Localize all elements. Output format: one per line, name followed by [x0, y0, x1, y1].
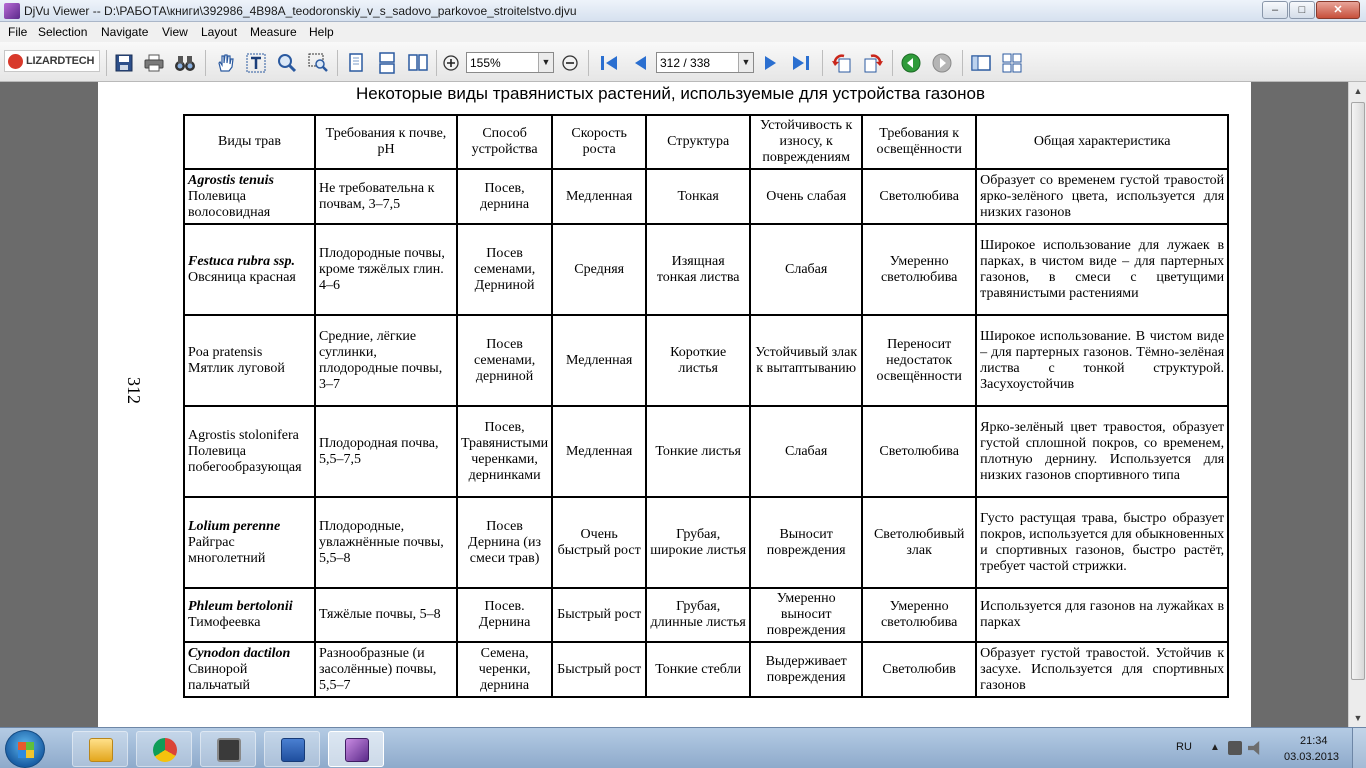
growth-cell: Медленная [552, 406, 646, 497]
light-cell: Светолюбива [862, 169, 976, 224]
latin-name: Agrostis tenuis [188, 172, 274, 188]
text-select-icon[interactable] [245, 52, 267, 74]
show-hidden-icons-icon[interactable]: ▲ [1210, 742, 1220, 753]
method-cell: Посев. Дернина [457, 588, 552, 642]
light-cell: Переносит недостаток освещённости [862, 315, 976, 406]
djvu-icon [345, 738, 369, 762]
method-cell: Посев семенами, Дерниной [457, 224, 552, 315]
taskbar-media[interactable] [200, 731, 256, 767]
window-title: DjVu Viewer -- D:\РАБОТА\книги\392986_4B98A_teodoronskiy_v_s_sadovo_parkovoe_stroitelstvo.djvu [24, 4, 577, 18]
general-cell: Ярко-зелёный цвет травостоя, образует густой сплошной покров, со временем, плотную дернину. Используется для низких газонов спортивного типа [976, 406, 1228, 497]
structure-cell: Грубая, длинные листья [646, 588, 750, 642]
word-icon [281, 738, 305, 762]
structure-cell: Тонкие листья [646, 406, 750, 497]
clock-date[interactable]: 03.03.2013 [1284, 751, 1340, 763]
soil-cell: Средние, лёгкие суглинки, плодородные почвы, 3–7 [315, 315, 457, 406]
last-page-icon[interactable] [790, 52, 812, 74]
method-cell: Посев Дернина (из смеси трав) [457, 497, 552, 588]
document-viewport[interactable] [0, 82, 1348, 727]
toolbar-separator [588, 50, 589, 76]
table-row [184, 315, 1228, 406]
growth-cell: Быстрый рост [552, 642, 646, 697]
table-row [184, 588, 1228, 642]
table-row [184, 224, 1228, 315]
species-cell: Agrostis stolonifera Полевица побегообразующая [184, 406, 315, 497]
table-heading: Некоторые виды травянистых растений, используемые для устройства газонов [356, 84, 985, 103]
growth-cell: Медленная [552, 315, 646, 406]
menu-navigate[interactable]: Navigate [101, 25, 149, 39]
method-cell: Посев, дернина [457, 169, 552, 224]
facing-page-icon[interactable] [407, 52, 429, 74]
general-cell: Широкое использование. В чистом виде – для партерных газонов. Тёмно-зелёная листва с тонкой структурой. Засухоустойчив [976, 315, 1228, 406]
wear-cell: Умеренно выносит повреждения [750, 588, 862, 642]
scroll-up-icon[interactable]: ▲ [1353, 86, 1363, 96]
chrome-icon [153, 738, 177, 762]
grass-table-wrapper [183, 114, 1229, 698]
taskbar-explorer[interactable] [72, 731, 128, 767]
windows-logo-lower-icon [18, 750, 34, 758]
growth-cell: Медленная [552, 169, 646, 224]
taskbar-chrome[interactable] [136, 731, 192, 767]
forward-icon[interactable] [931, 52, 953, 74]
chevron-down-icon[interactable]: ▼ [738, 53, 753, 72]
soil-cell: Плодородные, увлажнённые почвы, 5,5–8 [315, 497, 457, 588]
table-row [184, 497, 1228, 588]
table-row [184, 406, 1228, 497]
close-button[interactable]: ✕ [1316, 1, 1360, 19]
zoom-in-icon[interactable] [440, 52, 462, 74]
minimize-button[interactable]: – [1262, 1, 1288, 19]
species-cell [184, 642, 315, 697]
app-icon [4, 3, 20, 19]
page-value: 312 / 338 [660, 56, 711, 70]
hand-tool-icon[interactable] [214, 52, 236, 74]
general-cell: Образует со временем густой травостой ярко-зелёного цвета, используется для низких газонов [976, 169, 1228, 224]
toolbar-separator [892, 50, 893, 76]
wear-cell: Выдерживает повреждения [750, 642, 862, 697]
latin-name: Phleum bertolonii [188, 599, 293, 614]
structure-cell: Грубая, широкие листья [646, 497, 750, 588]
soil-cell: Не требовательна к почвам, 3–7,5 [315, 169, 457, 224]
menu-selection[interactable]: Selection [38, 25, 88, 39]
clock-time[interactable]: 21:34 [1300, 735, 1328, 747]
volume-icon[interactable] [1248, 741, 1262, 755]
menu-layout[interactable]: Layout [201, 25, 238, 39]
header-cell: Требования к почве, pH [315, 115, 457, 169]
save-icon[interactable] [113, 52, 135, 74]
growth-cell: Средняя [552, 224, 646, 315]
growth-cell: Очень быстрый рост [552, 497, 646, 588]
common-name: Полевица волосовидная [188, 188, 271, 220]
light-cell: Светолюбива [862, 406, 976, 497]
zoom-value: 155% [470, 56, 501, 70]
header-cell: Способ устройства [457, 115, 552, 169]
scroll-down-icon[interactable]: ▼ [1353, 713, 1363, 723]
lizardtech-logo[interactable] [4, 50, 100, 72]
rotate-right-icon[interactable] [862, 52, 884, 74]
table-header-row [184, 115, 1228, 169]
species-cell [184, 497, 315, 588]
layout-icon[interactable] [970, 52, 992, 74]
wear-cell: Слабая [750, 406, 862, 497]
zoom-select[interactable] [466, 52, 554, 73]
soil-cell: Тяжёлые почвы, 5–8 [315, 588, 457, 642]
back-icon[interactable] [900, 52, 922, 74]
network-icon[interactable] [1228, 741, 1242, 755]
common-name: Тимофеевка [188, 615, 261, 630]
wear-cell: Слабая [750, 224, 862, 315]
header-cell: Требования к освещённости [862, 115, 976, 169]
soil-cell: Плодородные почвы, кроме тяжёлых глин. 4–6 [315, 224, 457, 315]
scrollbar-thumb[interactable] [1351, 102, 1365, 680]
general-cell: Используется для газонов на лужайках в парках [976, 588, 1228, 642]
thumbnails-icon[interactable] [1001, 52, 1023, 74]
toolbar-separator [205, 50, 206, 76]
light-cell: Светолюбивый злак [862, 497, 976, 588]
print-icon[interactable] [143, 52, 165, 74]
structure-cell: Тонкая [646, 169, 750, 224]
toolbar-separator [822, 50, 823, 76]
species-cell [184, 224, 315, 315]
light-cell: Светолюбив [862, 642, 976, 697]
language-indicator[interactable]: RU [1176, 741, 1192, 753]
rotate-left-icon[interactable] [831, 52, 853, 74]
menu-file[interactable]: File [8, 25, 28, 39]
general-cell: Густо растущая трава, быстро образует покров, используется для обыкновенных и спортивных газонов, быстро растёт, требует частой стрижки. [976, 497, 1228, 588]
taskbar [0, 727, 1366, 768]
film-icon [217, 738, 241, 762]
find-icon[interactable] [174, 52, 196, 74]
structure-cell: Изящная тонкая листва [646, 224, 750, 315]
common-name: Райграс многолетний [188, 534, 266, 566]
structure-cell: Короткие листья [646, 315, 750, 406]
light-cell: Умеренно светолюбива [862, 224, 976, 315]
maximize-button[interactable]: □ [1289, 1, 1315, 19]
previous-page-icon[interactable] [629, 52, 651, 74]
header-cell: Скорость роста [552, 115, 646, 169]
header-cell: Структура [646, 115, 750, 169]
next-page-icon[interactable] [760, 52, 782, 74]
soil-cell: Разнообразные (и засолённые) почвы, 5,5–7 [315, 642, 457, 697]
first-page-icon[interactable] [598, 52, 620, 74]
toolbar-separator [337, 50, 338, 76]
latin-name: Lolium perenne [188, 518, 281, 534]
grass-table [183, 114, 1229, 698]
common-name: Свинорой пальчатый [188, 661, 251, 693]
taskbar-djvu[interactable] [328, 731, 384, 767]
table-row [184, 642, 1228, 697]
latin-name: Festuca rubra ssp. [188, 253, 295, 269]
start-button[interactable] [5, 730, 45, 768]
common-name: Овсяница красная [188, 269, 296, 285]
growth-cell: Быстрый рост [552, 588, 646, 642]
general-cell: Широкое использование для лужаек в парках, в чистом виде – для партерных газонов, в смеси с цветущими травянистыми растениями [976, 224, 1228, 315]
toolbar-separator [106, 50, 107, 76]
menu-view[interactable]: View [162, 25, 188, 39]
logo-text: LIZARDTECH [26, 55, 95, 67]
document-page [98, 82, 1251, 727]
header-cell: Виды трав [184, 115, 315, 169]
general-cell: Образует густой травостой. Устойчив к засухе. Используется для спортивных газонов [976, 642, 1228, 697]
chevron-down-icon[interactable]: ▼ [538, 53, 553, 72]
zoom-tool-icon[interactable] [276, 52, 298, 74]
method-cell: Посев семенами, дерниной [457, 315, 552, 406]
wear-cell: Очень слабая [750, 169, 862, 224]
method-cell: Семена, черенки, дернина [457, 642, 552, 697]
toolbar [0, 42, 1366, 82]
header-cell: Устойчивость к износу, к повреждениям [750, 115, 862, 169]
light-cell: Умеренно светолюбива [862, 588, 976, 642]
table-row [184, 169, 1228, 224]
title-bar[interactable] [0, 0, 1366, 22]
toolbar-separator [962, 50, 963, 76]
folder-icon [89, 738, 113, 762]
marquee-zoom-icon[interactable] [307, 52, 329, 74]
wear-cell: Устойчивый злак к вытаптыванию [750, 315, 862, 406]
toolbar-separator [436, 50, 437, 76]
show-desktop-button[interactable] [1352, 728, 1366, 768]
menu-measure[interactable]: Measure [250, 25, 297, 39]
lizardtech-mark-icon [8, 54, 23, 69]
menu-bar [0, 22, 1366, 42]
wear-cell: Выносит повреждения [750, 497, 862, 588]
species-cell: Poa pratensis Мятлик луговой [184, 315, 315, 406]
header-cell: Общая характеристика [976, 115, 1228, 169]
zoom-out-icon[interactable] [559, 52, 581, 74]
menu-help[interactable]: Help [309, 25, 334, 39]
latin-name: Cynodon dactilon [188, 645, 291, 661]
soil-cell: Плодородная почва, 5,5–7,5 [315, 406, 457, 497]
vertical-scrollbar[interactable] [1348, 82, 1366, 727]
page-number: 312 [124, 377, 144, 404]
species-cell [184, 588, 315, 642]
species-cell [184, 169, 315, 224]
structure-cell: Тонкие стебли [646, 642, 750, 697]
single-page-icon[interactable] [345, 52, 367, 74]
page-select[interactable] [656, 52, 754, 73]
method-cell: Посев, Травянистыми черенками, дернинками [457, 406, 552, 497]
taskbar-word[interactable] [264, 731, 320, 767]
continuous-page-icon[interactable] [376, 52, 398, 74]
